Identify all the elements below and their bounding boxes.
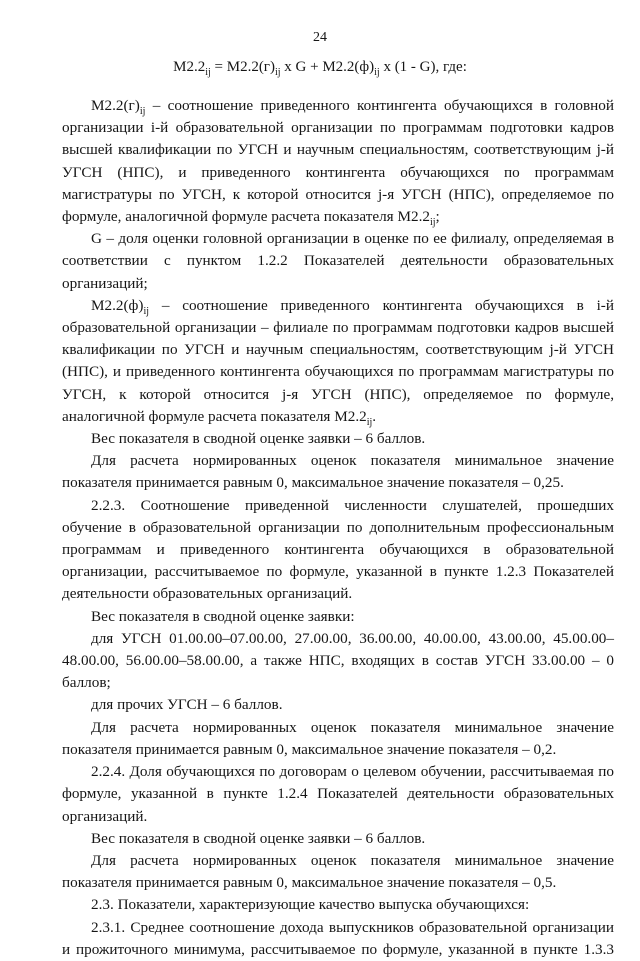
paragraph-2-3-1: 2.3.1. Среднее соотношение дохода выпускников образовательной организации и прожиточного минимума, рассчитываемое по формуле, указанной в пункте 1.3.3 <box>62 918 614 958</box>
paragraph-weight-2: Вес показателя в сводной оценке заявки – 6 баллов. <box>91 829 426 847</box>
page-number: 24 <box>313 30 327 45</box>
paragraph-m2-2-g-definition: $M2.2(г)_{ij}$ – соотношение приведенного контингента обучающихся в головной организации i-й образовательной организации по программам подготовки кадров высшей квалификации по УГСН и научным специальностям, соответствующим j-й УГСН (НПС), и приведенного контингента обучающихся по программам магистратуры по УГСН, к которой относится j-я УГСН (НПС), определяемое по формуле, аналогичной формуле расчета показателя $M2.2_{ij}$; <box>62 97 614 229</box>
paragraph-weight-heading: Вес показателя в сводной оценке заявки: <box>91 607 355 625</box>
paragraph-m2-2-f-definition: $M2.2(ф)_{ij}$ – соотношение приведенного контингента обучающихся в i-й образовательной организации – филиале по программам подготовки кадров высшей квалификации по УГСН и научным специальностям, соответствующим j-й УГСН (НПС), и приведенного контингента обучающихся по программам магистратуры по УГСН, к которой относится j-я УГСН (НПС), определяемое по формуле, аналогичной формуле расчета показателя $M2.2_{ij}$. <box>62 296 614 428</box>
paragraph-2-3: 2.3. Показатели, характеризующие качество выпуска обучающихся: <box>91 896 530 914</box>
formula-m2-2: $M2.2_{ij} = M2.2(г)_{ij}$ x $G + M2.2(ф)_{ij}$ x (1 - G), где: <box>173 59 467 78</box>
paragraph-2-2-4: 2.2.4. Доля обучающихся по договорам о целевом обучении, рассчитываемая по формуле, указанной в пункте 1.2.4 Показателей деятельности образовательных организаций. <box>62 763 614 825</box>
paragraph-g-definition: G – доля оценки головной организации в оценке по ее филиалу, определяемая в соответствии с пунктом 1.2.2 Показателей деятельности образовательных организаций; <box>62 230 614 292</box>
paragraph-2-2-3: 2.2.3. Соотношение приведенной численности слушателей, прошедших обучение в образовательной организации по дополнительным профессиональным программам и приведенного контингента обучающихся в образовательной организации, рассчитываемое по формуле, указанной в пункте 1.2.3 Показателей деятельности образовательных организаций. <box>62 496 614 603</box>
paragraph-normalization-2: Для расчета нормированных оценок показателя минимальное значение показателя принимается равным 0, максимальное значение показателя – 0,2. <box>62 718 614 758</box>
body-text <box>62 95 614 961</box>
paragraph-ugsn-list: для УГСН 01.00.00–07.00.00, 27.00.00, 36.00.00, 40.00.00, 43.00.00, 45.00.00–48.00.00, 56.00.00–58.00.00, а также НПС, входящих в состав УГСН 33.00.00 – 0 баллов; <box>62 629 614 692</box>
paragraph-normalization: Для расчета нормированных оценок показателя минимальное значение показателя принимается равным 0, максимальное значение показателя – 0,25. <box>62 452 614 492</box>
paragraph-weight: Вес показателя в сводной оценке заявки – 6 баллов. <box>91 430 426 448</box>
paragraph-other-ugsn: для прочих УГСН – 6 баллов. <box>91 696 283 714</box>
paragraph-normalization-3: Для расчета нормированных оценок показателя минимальное значение показателя принимается равным 0, максимальное значение показателя – 0,5. <box>62 851 614 892</box>
